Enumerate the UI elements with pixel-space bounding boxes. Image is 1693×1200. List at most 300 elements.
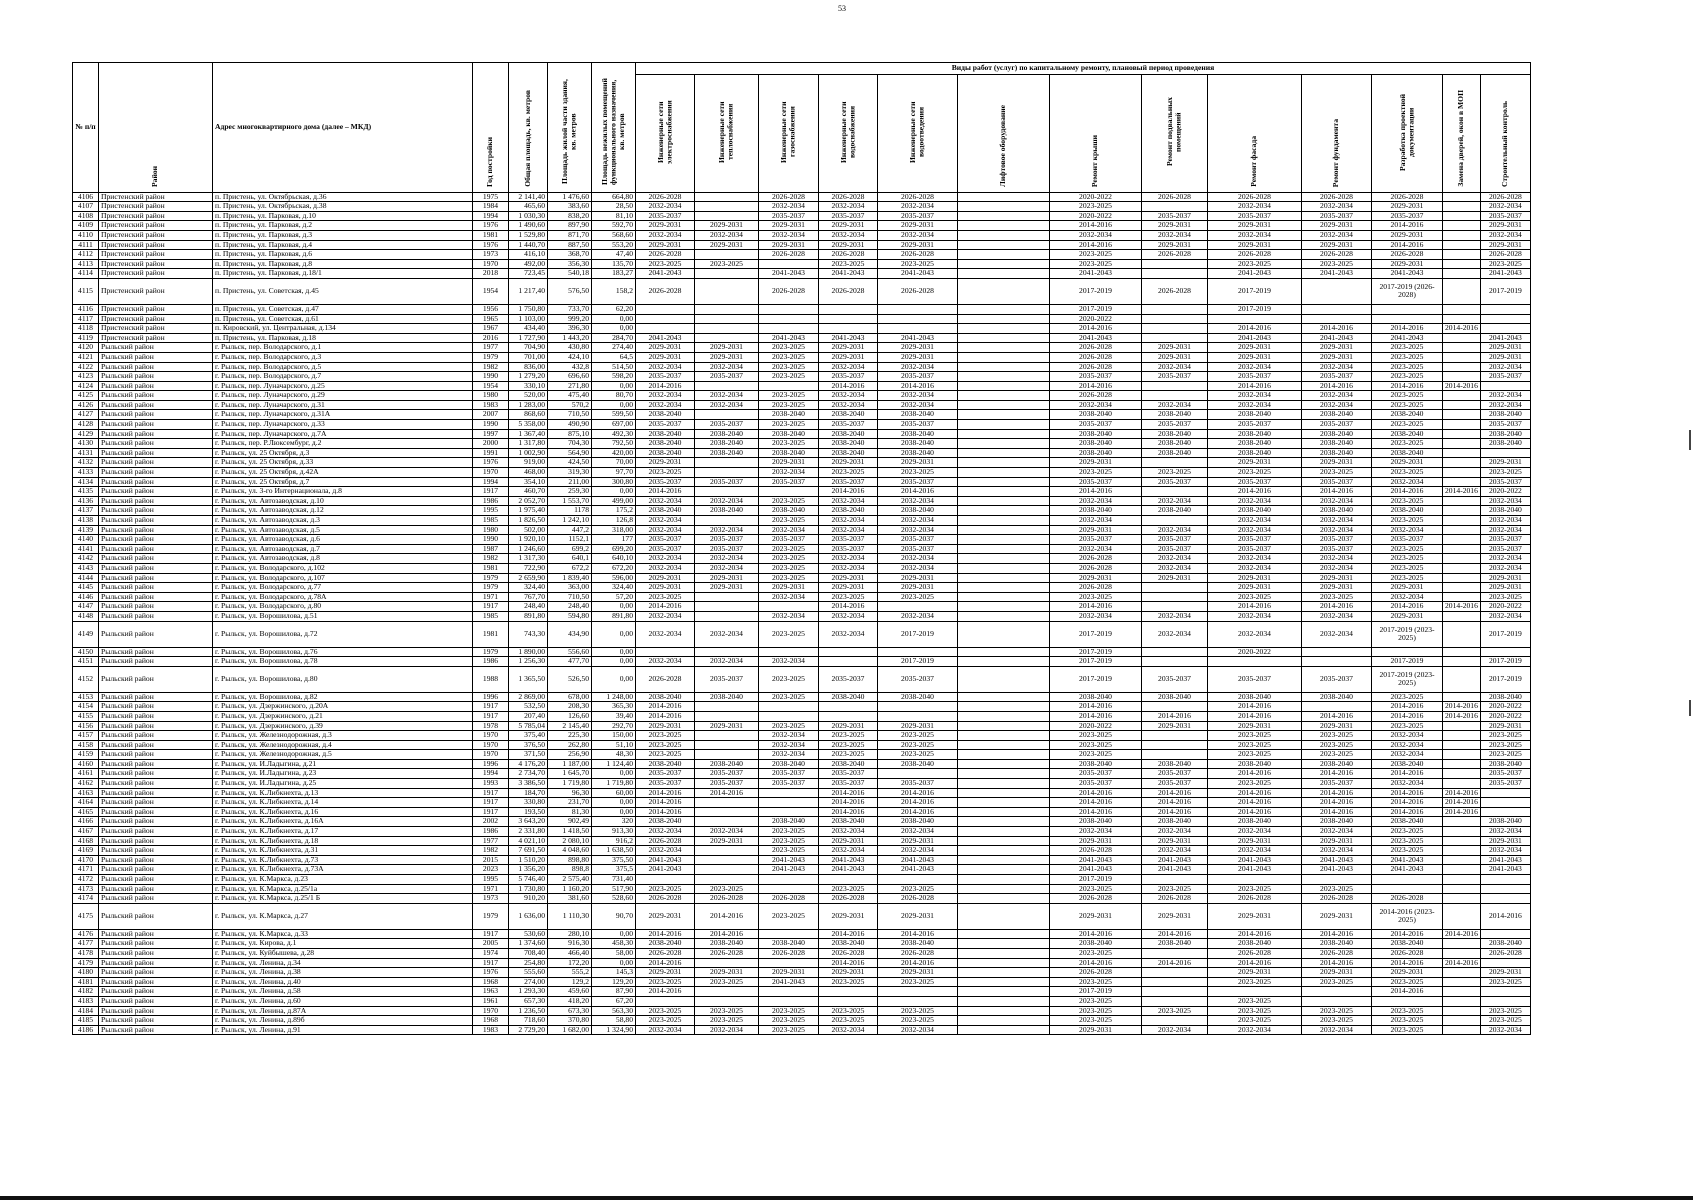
table-row — [73, 875, 1531, 885]
cell-work-period: 2026-2028 — [1142, 278, 1208, 304]
cell-work-period: 2038-2040 — [1480, 692, 1530, 702]
cell-total-area: 701,00 — [509, 352, 548, 362]
cell-work-period: 2035-2037 — [819, 666, 878, 692]
col-work-header: Разработка проектной документации — [1372, 75, 1443, 193]
cell-work-period: 2038-2040 — [1050, 692, 1142, 702]
cell-work-period: 2032-2034 — [1208, 563, 1302, 573]
cell-work-period: 2041-2043 — [759, 855, 819, 865]
cell-work-period — [958, 381, 1050, 391]
cell-work-period — [1480, 381, 1530, 391]
cell-work-period: 2032-2034 — [878, 202, 958, 212]
cell-work-period — [759, 875, 819, 885]
cell-work-period — [1480, 884, 1530, 894]
cell-total-area: 1 727,90 — [509, 333, 548, 343]
cell-district: Рыльский район — [99, 865, 213, 875]
cell-num: 4119 — [73, 333, 99, 343]
cell-work-period: 2014-2016 — [1142, 711, 1208, 721]
cell-work-period: 2035-2037 — [1480, 535, 1530, 545]
cell-work-period — [1443, 410, 1481, 420]
cell-work-period: 2032-2034 — [759, 230, 819, 240]
table-row — [73, 977, 1531, 987]
cell-work-period — [878, 875, 958, 885]
cell-work-period: 2014-2016 — [1208, 807, 1302, 817]
cell-work-period: 2032-2034 — [695, 554, 759, 564]
cell-work-period — [1443, 259, 1481, 269]
col-work-header: Инженерные сети электроснабжения — [636, 75, 695, 193]
cell-address: г. Рыльск, ул. К.Либкнехта, д.73 — [213, 855, 473, 865]
cell-work-period: 2029-2031 — [636, 721, 695, 731]
cell-work-period: 2014-2016 — [819, 487, 878, 497]
cell-address: п. Пристень, ул. Советская, д.61 — [213, 314, 473, 324]
cell-work-period: 2023-2025 — [1302, 884, 1372, 894]
cell-work-period: 2017-2019 — [878, 621, 958, 647]
cell-address: г. Рыльск, ул. К.Либкнехта, д.73А — [213, 865, 473, 875]
cell-address: г. Рыльск, ул. Ленина, д.58 — [213, 987, 473, 997]
cell-work-period: 2032-2034 — [819, 202, 878, 212]
cell-district: Рыльский район — [99, 583, 213, 593]
cell-work-period: 2014-2016 — [1208, 487, 1302, 497]
cell-nonres-area: 499,00 — [592, 496, 636, 506]
cell-year: 1997 — [473, 429, 509, 439]
cell-work-period: 2029-2031 — [1372, 259, 1443, 269]
cell-district: Рыльский район — [99, 769, 213, 779]
cell-work-period: 2032-2034 — [819, 525, 878, 535]
cell-address: г. Рыльск, ул. Ленина, д.91 — [213, 1025, 473, 1035]
cell-address: г. Рыльск, ул. Дзержинского, д.21 — [213, 711, 473, 721]
cell-work-period: 2017-2019 — [1050, 621, 1142, 647]
cell-work-period: 2032-2034 — [819, 554, 878, 564]
cell-year: 1976 — [473, 458, 509, 468]
cell-district: Рыльский район — [99, 352, 213, 362]
cell-work-period: 2029-2031 — [1208, 343, 1302, 353]
cell-work-period: 2023-2025 — [695, 259, 759, 269]
table-row — [73, 731, 1531, 741]
cell-address: п. Пристень, ул. Советская, д.47 — [213, 304, 473, 314]
cell-work-period — [1443, 836, 1481, 846]
cell-total-area: 2 141,40 — [509, 192, 548, 202]
table-row — [73, 666, 1531, 692]
cell-work-period: 2035-2037 — [1142, 535, 1208, 545]
cell-work-period: 2029-2031 — [636, 240, 695, 250]
cell-work-period: 2038-2040 — [1050, 410, 1142, 420]
cell-work-period: 2026-2028 — [1480, 250, 1530, 260]
table-body — [73, 192, 1531, 1035]
cell-work-period — [1142, 602, 1208, 612]
cell-address: г. Рыльск, ул. К.Либкнехта, д.16А — [213, 817, 473, 827]
cell-work-period: 2023-2025 — [1302, 468, 1372, 478]
cell-work-period: 2032-2034 — [878, 827, 958, 837]
cell-work-period — [1372, 884, 1443, 894]
cell-work-period: 2032-2034 — [1302, 362, 1372, 372]
cell-work-period: 2023-2025 — [819, 731, 878, 741]
table-row — [73, 611, 1531, 621]
cell-total-area: 184,70 — [509, 788, 548, 798]
cell-work-period: 2014-2016 — [636, 487, 695, 497]
table-row — [73, 240, 1531, 250]
cell-work-period: 2032-2034 — [1480, 202, 1530, 212]
cell-work-period: 2038-2040 — [1142, 410, 1208, 420]
cell-work-period: 2041-2043 — [819, 855, 878, 865]
cell-work-period: 2023-2025 — [819, 1016, 878, 1026]
cell-work-period: 2032-2034 — [1208, 362, 1302, 372]
table-row — [73, 711, 1531, 721]
cell-work-period: 2029-2031 — [759, 458, 819, 468]
cell-work-period: 2023-2025 — [759, 846, 819, 856]
cell-work-period: 2029-2031 — [636, 458, 695, 468]
cell-num: 4151 — [73, 657, 99, 667]
cell-year: 2000 — [473, 439, 509, 449]
cell-work-period: 2026-2028 — [1372, 192, 1443, 202]
cell-work-period — [1142, 458, 1208, 468]
cell-living-area: 434,90 — [548, 621, 592, 647]
cell-total-area: 1 374,60 — [509, 939, 548, 949]
cell-work-period: 2041-2043 — [1480, 865, 1530, 875]
cell-work-period — [1443, 1016, 1481, 1026]
cell-work-period: 2041-2043 — [636, 855, 695, 865]
cell-work-period: 2014-2016 — [1142, 929, 1208, 939]
cell-address: г. Рыльск, ул. И.Ладыгина, д.23 — [213, 769, 473, 779]
cell-total-area: 492,00 — [509, 259, 548, 269]
cell-work-period: 2014-2016 — [1142, 788, 1208, 798]
cell-total-area: 1 103,00 — [509, 314, 548, 324]
cell-work-period: 2023-2025 — [636, 1016, 695, 1026]
cell-work-period: 2026-2028 — [819, 192, 878, 202]
cell-work-period — [1443, 202, 1481, 212]
cell-year: 1976 — [473, 221, 509, 231]
cell-work-period: 2032-2034 — [759, 592, 819, 602]
cell-address: г. Рыльск, пер. Володарского, д.7 — [213, 372, 473, 382]
cell-work-period: 2014-2016 — [636, 958, 695, 968]
cell-work-period — [759, 987, 819, 997]
cell-work-period: 2023-2025 — [1480, 750, 1530, 760]
col-work-header: Замена дверей, окон в МОП — [1443, 75, 1481, 193]
cell-work-period: 2014-2016 — [1372, 769, 1443, 779]
cell-work-period: 2026-2028 — [1208, 948, 1302, 958]
cell-work-period: 2035-2037 — [1208, 477, 1302, 487]
cell-living-area: 1 719,80 — [548, 779, 592, 789]
cell-district: Рыльский район — [99, 391, 213, 401]
cell-address: п. Пристень, ул. Советская, д.45 — [213, 278, 473, 304]
cell-work-period — [1443, 1025, 1481, 1035]
col-work-header: Ремонт фундамента — [1302, 75, 1372, 193]
cell-work-period: 2038-2040 — [1372, 817, 1443, 827]
cell-work-period: 2035-2037 — [1480, 420, 1530, 430]
cell-total-area: 1 279,20 — [509, 372, 548, 382]
cell-work-period: 2023-2025 — [1372, 400, 1443, 410]
cell-work-period: 2014-2016 — [1208, 324, 1302, 334]
cell-year: 1976 — [473, 968, 509, 978]
cell-work-period: 2026-2028 — [878, 948, 958, 958]
cell-work-period: 2029-2031 — [878, 836, 958, 846]
cell-work-period — [695, 996, 759, 1006]
cell-work-period — [958, 221, 1050, 231]
cell-work-period — [1480, 875, 1530, 885]
cell-work-period: 2023-2025 — [1050, 750, 1142, 760]
cell-work-period: 2029-2031 — [878, 240, 958, 250]
cell-work-period: 2041-2043 — [878, 855, 958, 865]
cell-work-period: 2038-2040 — [1208, 759, 1302, 769]
cell-total-area: 891,80 — [509, 611, 548, 621]
cell-work-period — [1443, 343, 1481, 353]
cell-work-period — [958, 939, 1050, 949]
cell-district: Рыльский район — [99, 750, 213, 760]
cell-work-period — [1443, 827, 1481, 837]
cell-num: 4171 — [73, 865, 99, 875]
cell-work-period — [958, 759, 1050, 769]
cell-work-period: 2014-2016 — [1372, 958, 1443, 968]
cell-living-area: 271,80 — [548, 381, 592, 391]
cell-living-area: 838,20 — [548, 211, 592, 221]
cell-work-period — [1443, 948, 1481, 958]
cell-year: 1994 — [473, 769, 509, 779]
cell-address: п. Пристень, ул. Октябрьская, д.36 — [213, 192, 473, 202]
cell-work-period — [958, 250, 1050, 260]
cell-work-period: 2014-2016 — [1208, 711, 1302, 721]
cell-work-period — [1443, 769, 1481, 779]
cell-work-period: 2038-2040 — [1208, 410, 1302, 420]
cell-address: г. Рыльск, пер. Р.Люксембург, д.2 — [213, 439, 473, 449]
cell-work-period: 2020-2022 — [1050, 192, 1142, 202]
cell-work-period: 2014-2016 — [878, 929, 958, 939]
cell-work-period: 2032-2034 — [1142, 827, 1208, 837]
cell-work-period: 2017-2019 — [1050, 657, 1142, 667]
cell-work-period: 2029-2031 — [1050, 903, 1142, 929]
cell-work-period: 2032-2034 — [819, 362, 878, 372]
cell-work-period: 2029-2031 — [819, 343, 878, 353]
cell-work-period: 2038-2040 — [819, 429, 878, 439]
cell-work-period: 2038-2040 — [1372, 939, 1443, 949]
cell-work-period: 2014-2016 — [1208, 788, 1302, 798]
cell-num: 4107 — [73, 202, 99, 212]
cell-work-period: 2017-2019 — [1050, 278, 1142, 304]
cell-district: Пристенский район — [99, 324, 213, 334]
cell-work-period: 2029-2031 — [1208, 836, 1302, 846]
cell-work-period: 2038-2040 — [878, 817, 958, 827]
cell-work-period: 2014-2016 — [636, 798, 695, 808]
cell-total-area: 1 440,70 — [509, 240, 548, 250]
cell-district: Рыльский район — [99, 496, 213, 506]
cell-nonres-area: 0,00 — [592, 929, 636, 939]
cell-num: 4124 — [73, 381, 99, 391]
table-row — [73, 400, 1531, 410]
cell-district: Рыльский район — [99, 448, 213, 458]
cell-work-period — [1443, 535, 1481, 545]
cell-work-period: 2023-2025 — [1208, 1016, 1302, 1026]
cell-year: 1981 — [473, 621, 509, 647]
cell-work-period: 2035-2037 — [636, 544, 695, 554]
cell-work-period — [958, 666, 1050, 692]
cell-year: 2015 — [473, 855, 509, 865]
cell-num: 4143 — [73, 563, 99, 573]
cell-work-period: 2023-2025 — [695, 1006, 759, 1016]
cell-nonres-area: 51,10 — [592, 740, 636, 750]
cell-work-period: 2032-2034 — [1372, 592, 1443, 602]
cell-district: Рыльский район — [99, 977, 213, 987]
cell-work-period — [759, 324, 819, 334]
cell-address: г. Рыльск, ул. К.Маркса, д.25/1а — [213, 884, 473, 894]
cell-work-period: 2029-2031 — [1208, 458, 1302, 468]
cell-district: Рыльский район — [99, 855, 213, 865]
cell-num: 4113 — [73, 259, 99, 269]
cell-total-area: 416,10 — [509, 250, 548, 260]
cell-work-period: 2032-2034 — [819, 516, 878, 526]
cell-work-period — [695, 468, 759, 478]
cell-work-period: 2029-2031 — [1208, 721, 1302, 731]
cell-work-period: 2020-2022 — [1480, 711, 1530, 721]
cell-work-period: 2035-2037 — [819, 535, 878, 545]
cell-nonres-area: 67,20 — [592, 996, 636, 1006]
cell-work-period: 2014-2016 — [819, 929, 878, 939]
cell-year: 1990 — [473, 535, 509, 545]
cell-year: 1970 — [473, 750, 509, 760]
cell-district: Рыльский район — [99, 516, 213, 526]
cell-work-period: 2026-2028 — [1208, 250, 1302, 260]
cell-district: Пристенский район — [99, 211, 213, 221]
cell-nonres-area: 517,90 — [592, 884, 636, 894]
cell-work-period: 2035-2037 — [1372, 211, 1443, 221]
cell-district: Рыльский район — [99, 759, 213, 769]
cell-district: Рыльский район — [99, 996, 213, 1006]
cell-work-period — [1443, 362, 1481, 372]
cell-work-period: 2029-2031 — [1050, 525, 1142, 535]
cell-work-period: 2029-2031 — [1302, 836, 1372, 846]
cell-work-period — [636, 647, 695, 657]
cell-living-area: 96,30 — [548, 788, 592, 798]
cell-work-period: 2014-2016 — [1208, 769, 1302, 779]
table-row — [73, 343, 1531, 353]
cell-work-period: 2014-2016 — [819, 381, 878, 391]
cell-work-period: 2023-2025 — [1480, 259, 1530, 269]
cell-year: 1986 — [473, 657, 509, 667]
cell-work-period: 2014-2016 — [1302, 711, 1372, 721]
cell-work-period: 2038-2040 — [1050, 817, 1142, 827]
cell-work-period: 2029-2031 — [759, 240, 819, 250]
cell-work-period: 2026-2028 — [1050, 968, 1142, 978]
cell-work-period: 2023-2025 — [1480, 468, 1530, 478]
cell-nonres-area: 300,80 — [592, 477, 636, 487]
cell-work-period: 2014-2016 — [1372, 702, 1443, 712]
cell-work-period: 2032-2034 — [636, 1025, 695, 1035]
cell-work-period: 2032-2034 — [878, 496, 958, 506]
table-row — [73, 352, 1531, 362]
cell-work-period — [958, 592, 1050, 602]
cell-num: 4153 — [73, 692, 99, 702]
cell-work-period — [878, 314, 958, 324]
cell-num: 4154 — [73, 702, 99, 712]
cell-work-period: 2029-2031 — [1208, 221, 1302, 231]
cell-total-area: 248,40 — [509, 602, 548, 612]
cell-work-period: 2023-2025 — [1372, 439, 1443, 449]
table-row — [73, 304, 1531, 314]
cell-work-period: 2014-2016 — [1443, 487, 1481, 497]
cell-total-area: 1 317,30 — [509, 554, 548, 564]
cell-work-period: 2038-2040 — [1142, 692, 1208, 702]
cell-work-period: 2041-2043 — [1480, 333, 1530, 343]
cell-work-period — [1443, 657, 1481, 667]
cell-work-period: 2035-2037 — [1050, 477, 1142, 487]
cell-work-period: 2035-2037 — [878, 211, 958, 221]
cell-work-period: 2026-2028 — [759, 948, 819, 958]
cell-work-period: 2023-2025 — [819, 259, 878, 269]
cell-total-area: 193,50 — [509, 807, 548, 817]
cell-work-period: 2035-2037 — [759, 535, 819, 545]
cell-work-period: 2014-2016 — [636, 807, 695, 817]
cell-year: 1979 — [473, 583, 509, 593]
cell-work-period: 2014-2016 — [878, 487, 958, 497]
cell-work-period: 2041-2043 — [1050, 855, 1142, 865]
cell-nonres-area: 699,20 — [592, 544, 636, 554]
cell-work-period — [1443, 692, 1481, 702]
cell-year: 1977 — [473, 343, 509, 353]
cell-year: 1988 — [473, 666, 509, 692]
cell-living-area: 570,2 — [548, 400, 592, 410]
cell-work-period: 2041-2043 — [1302, 269, 1372, 279]
cell-work-period — [1443, 592, 1481, 602]
cell-work-period: 2026-2028 — [1302, 250, 1372, 260]
cell-work-period — [759, 788, 819, 798]
cell-work-period: 2023-2025 — [1302, 977, 1372, 987]
cell-nonres-area: 126,8 — [592, 516, 636, 526]
cell-district: Рыльский район — [99, 458, 213, 468]
cell-work-period: 2014-2016 — [695, 929, 759, 939]
cell-work-period: 2014-2016 — [1443, 381, 1481, 391]
cell-address: г. Рыльск, ул. Володарского, д.102 — [213, 563, 473, 573]
cell-work-period: 2023-2025 — [695, 1016, 759, 1026]
cell-address: г. Рыльск, ул. 25 Октября, д.33 — [213, 458, 473, 468]
cell-work-period — [1443, 448, 1481, 458]
cell-work-period: 2038-2040 — [636, 692, 695, 702]
cell-work-period: 2023-2025 — [1050, 996, 1142, 1006]
col-total-area-header: Общая площадь, кв. метров — [509, 63, 548, 193]
cell-work-period — [1142, 269, 1208, 279]
cell-nonres-area: 640,10 — [592, 554, 636, 564]
cell-work-period: 2035-2037 — [1142, 779, 1208, 789]
cell-work-period — [958, 903, 1050, 929]
col-work-header: Строительный контроль — [1480, 75, 1530, 193]
cell-work-period: 2014-2016 — [636, 602, 695, 612]
cell-total-area: 530,60 — [509, 929, 548, 939]
cell-work-period — [958, 836, 1050, 846]
cell-work-period: 2029-2031 — [636, 968, 695, 978]
cell-work-period — [958, 259, 1050, 269]
cell-work-period: 2023-2025 — [878, 259, 958, 269]
cell-total-area: 1 317,80 — [509, 439, 548, 449]
cell-work-period: 2035-2037 — [819, 544, 878, 554]
cell-work-period: 2032-2034 — [1142, 525, 1208, 535]
cell-work-period: 2035-2037 — [1142, 372, 1208, 382]
cell-num: 4162 — [73, 779, 99, 789]
cell-nonres-area: 528,60 — [592, 894, 636, 904]
cell-district: Пристенский район — [99, 230, 213, 240]
cell-district: Рыльский район — [99, 875, 213, 885]
cell-work-period: 2035-2037 — [1302, 535, 1372, 545]
cell-work-period: 2038-2040 — [636, 448, 695, 458]
cell-work-period — [958, 647, 1050, 657]
cell-address: г. Рыльск, ул. К.Либкнехта, д.17 — [213, 827, 473, 837]
cell-work-period: 2041-2043 — [1480, 855, 1530, 865]
cell-work-period: 2041-2043 — [819, 269, 878, 279]
col-work-header: Инженерные сети водоотведения — [878, 75, 958, 193]
cell-work-period — [958, 884, 1050, 894]
cell-work-period — [878, 324, 958, 334]
cell-work-period — [695, 987, 759, 997]
cell-total-area: 1 529,80 — [509, 230, 548, 240]
cell-work-period: 2038-2040 — [1302, 448, 1372, 458]
cell-address: г. Рыльск, ул. Автозаводская, д.7 — [213, 544, 473, 554]
cell-work-period: 2029-2031 — [1208, 968, 1302, 978]
cell-work-period — [1443, 583, 1481, 593]
cell-work-period: 2035-2037 — [1050, 779, 1142, 789]
